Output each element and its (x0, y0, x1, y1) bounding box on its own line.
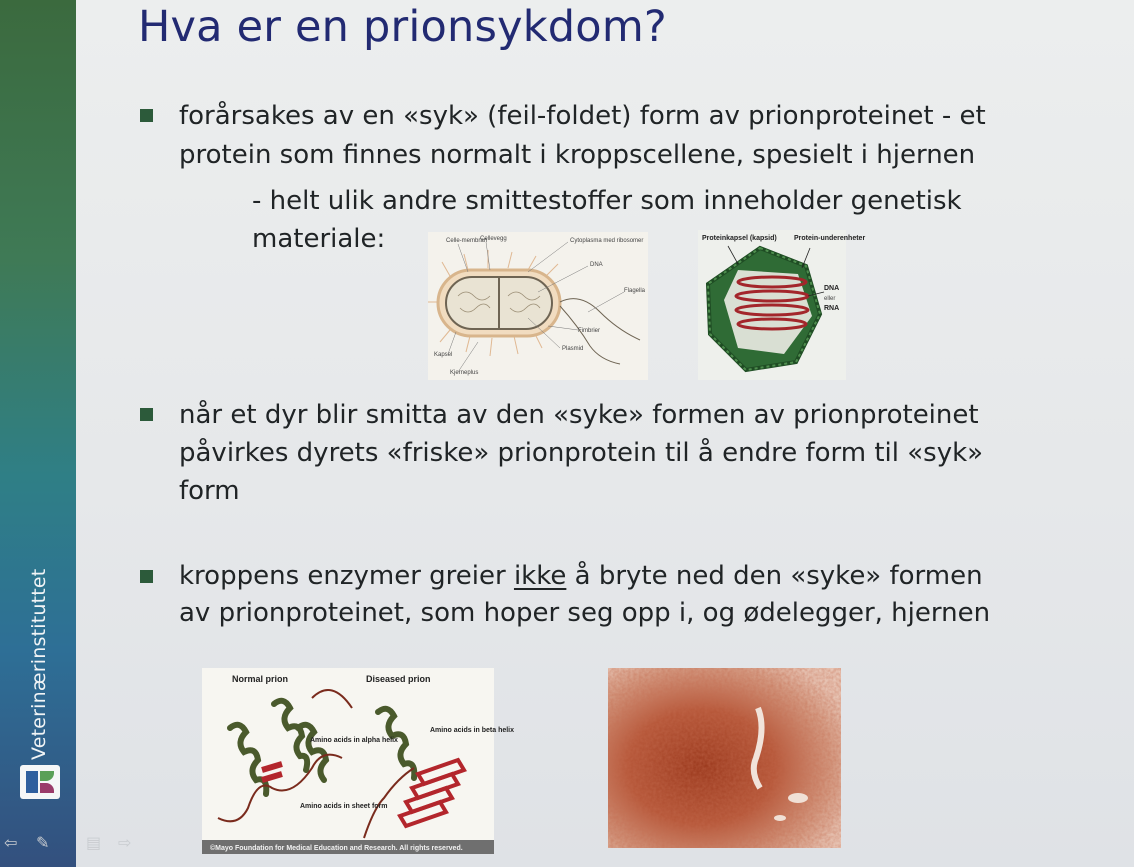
label-celle-membran: Celle-membran (446, 238, 488, 244)
label-virus-dna: DNA (824, 285, 840, 292)
bullet-2-line-3: form (179, 476, 240, 506)
label-cytoplasma: Cytoplasma med ribosomer (570, 238, 644, 244)
menu-icon[interactable]: ▤ (86, 833, 102, 852)
label-kjerneplus: Kjerneplus (450, 370, 479, 376)
label-dna: DNA (590, 262, 603, 268)
bullet-1-subline-1: - helt ulik andre smittestoffer som inneholder genetisk (252, 186, 962, 216)
bullet-marker (140, 570, 153, 583)
brain-tissue-micrograph (608, 668, 841, 848)
bullet-marker (140, 109, 153, 122)
pen-icon[interactable]: ✎ (36, 833, 50, 852)
label-kapsel: Kapsel (434, 352, 453, 358)
label-eller: eller (824, 296, 836, 302)
sheet-form-label: Amino acids in sheet form (300, 803, 388, 810)
virus-diagram (698, 230, 866, 380)
normal-prion-label: Normal prion (232, 674, 289, 684)
label-fimbrier: Fimbrier (578, 328, 600, 334)
bullet-1-subline-2: materiale: (252, 224, 386, 254)
brand-logo-icon (20, 765, 60, 799)
alpha-helix-label: Amino acids in alpha helix (310, 737, 398, 744)
bullet-1-line-2: protein som finnes normalt i kroppscellene, spesielt i hjernen (179, 140, 976, 170)
bullet-2-line-2: påvirkes dyrets «friske» prionprotein til å endre form til «syk» (179, 438, 984, 468)
back-arrow-icon[interactable]: ⇦ (4, 833, 18, 852)
emphasis-ikke: ikke (513, 561, 567, 591)
label-protein-underenheter: Protein-underenheter (794, 235, 866, 242)
bacteria-diagram (428, 232, 648, 380)
slide-title: Hva er en prionsykdom? (138, 2, 667, 52)
bullet-1-line-1: forårsakes av en «syk» (feil-foldet) form av prionproteinet - et (179, 101, 986, 131)
beta-helix-label: Amino acids in beta helix (430, 727, 515, 734)
label-proteinkapsel: Proteinkapsel (kapsid) (702, 235, 777, 242)
bullet-2-line-1: når et dyr blir smitta av den «syke» formen av prionproteinet (179, 400, 979, 430)
prion-structure-diagram (202, 668, 515, 854)
bullet-3-line-1: kroppens enzymer greier ikke å bryte ned den «syke» formen (179, 561, 983, 591)
bullet-3-line-2: av prionproteinet, som hoper seg opp i, og ødelegger, hjernen (179, 598, 991, 628)
label-flagella: Flagella (624, 288, 646, 294)
label-rna: RNA (824, 305, 840, 312)
brand-name: Veterinærinstituttet (28, 568, 50, 760)
bullet-marker (140, 408, 153, 421)
label-cellevegg: Cellevegg (480, 236, 507, 242)
brand-sidebar (0, 0, 76, 867)
copyright-credit: ©Mayo Foundation for Medical Education and Research. All rights reserved. (210, 845, 463, 852)
label-plasmid: Plasmid (562, 346, 584, 352)
forward-arrow-icon[interactable]: ⇨ (118, 833, 132, 852)
diseased-prion-label: Diseased prion (366, 674, 431, 684)
